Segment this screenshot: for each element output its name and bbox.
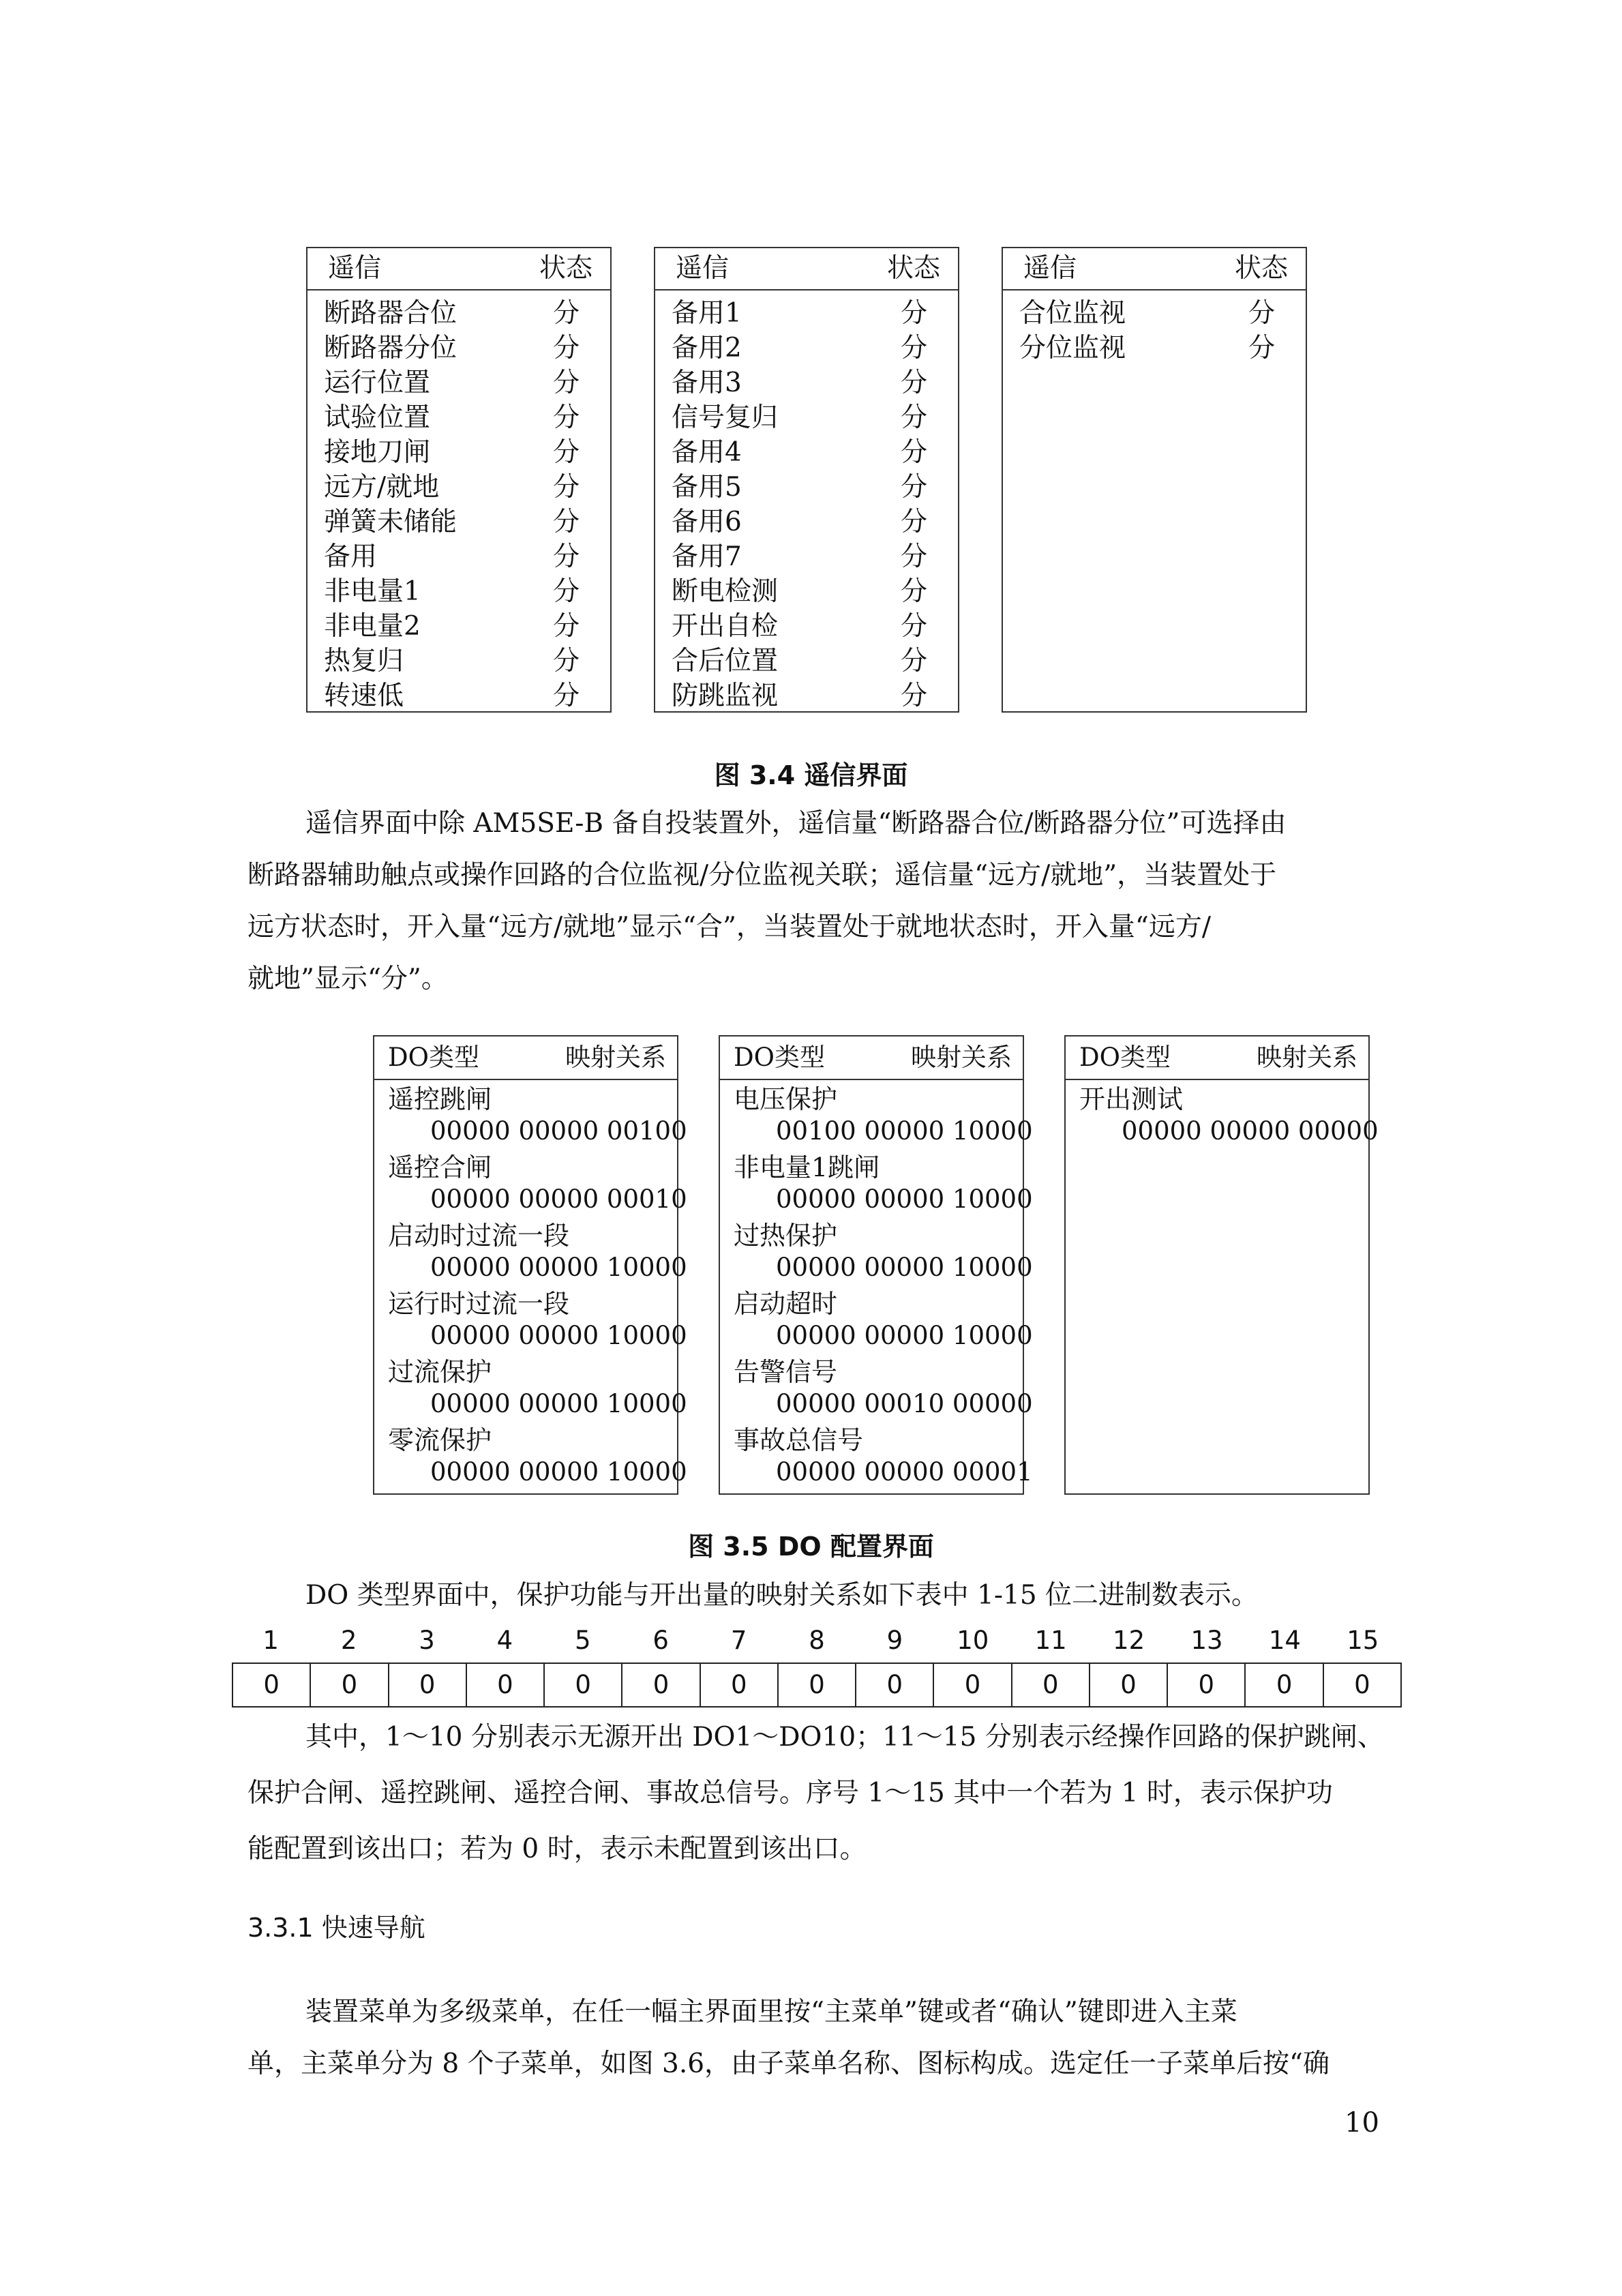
signal-name: 备用3 [672, 368, 742, 398]
status-row [307, 539, 610, 574]
status-panel-2 [654, 247, 959, 713]
do-list [374, 1080, 687, 1491]
do-mapping-code: 00000 00000 00100 [430, 1116, 687, 1146]
status-row [307, 644, 610, 679]
paragraph-line: 远方状态时，开入量“远方/就地”显示“合”，当装置处于就地状态时，开入量“远方/ [247, 912, 1211, 942]
signal-state: 分 [553, 611, 580, 642]
signal-state: 分 [553, 472, 580, 503]
status-list [655, 290, 958, 713]
signal-name: 分位监视 [1019, 333, 1126, 363]
do-mapping-code: 00000 00000 10000 [776, 1184, 1033, 1214]
status-row [1003, 296, 1306, 331]
do-item [720, 1218, 1033, 1286]
header-do-type: DO类型 [734, 1043, 825, 1072]
signal-state: 分 [901, 541, 928, 572]
signal-name: 防跳监视 [672, 681, 779, 711]
signal-state: 分 [901, 681, 928, 711]
do-item [1066, 1082, 1379, 1150]
bit-index: 1 [262, 1626, 279, 1655]
do-item [720, 1354, 1033, 1422]
paragraph-line: 断路器辅助触点或操作回路的合位监视/分位监视关联；遥信量“远方/就地”，当装置处于 [247, 860, 1277, 891]
signal-name: 备用2 [672, 333, 742, 363]
status-row [655, 366, 958, 400]
header-signal: 遥信 [1023, 253, 1077, 284]
signal-name: 信号复归 [672, 402, 779, 433]
do-item [374, 1422, 687, 1491]
status-row [307, 609, 610, 644]
do-mapping-code: 00000 00000 10000 [776, 1253, 1033, 1282]
do-mapping-code: 00000 00000 00010 [430, 1184, 687, 1214]
bit-cell: 0 [1011, 1664, 1089, 1706]
status-row [307, 505, 610, 539]
bit-index: 2 [340, 1626, 357, 1655]
bit-index: 15 [1347, 1626, 1379, 1655]
signal-state: 分 [553, 298, 580, 329]
signal-name: 合后位置 [672, 646, 779, 676]
header-signal: 遥信 [328, 253, 382, 284]
signal-state: 分 [901, 402, 928, 433]
bit-cell: 0 [1167, 1664, 1244, 1706]
do-panel-2 [719, 1035, 1033, 1495]
signal-name: 断路器合位 [324, 298, 457, 329]
do-mapping-code: 00000 00000 10000 [776, 1321, 1033, 1350]
bit-cell: 0 [1089, 1664, 1167, 1706]
bit-index: 12 [1113, 1626, 1145, 1655]
bit-index: 5 [575, 1626, 591, 1655]
signal-state: 分 [1248, 298, 1276, 329]
status-panel-3 [1002, 247, 1307, 713]
paragraph-line: 能配置到该出口；若为 0 时，表示未配置到该出口。 [247, 1834, 867, 1864]
do-mapping-code: 00100 00000 10000 [776, 1116, 1033, 1146]
do-item [374, 1082, 687, 1150]
signal-state: 分 [553, 576, 580, 607]
signal-state: 分 [901, 507, 928, 537]
signal-state: 分 [553, 681, 580, 711]
do-panel-3 [1064, 1035, 1379, 1495]
do-item [374, 1218, 687, 1286]
signal-state: 分 [901, 472, 928, 503]
do-mapping-code: 00000 00000 10000 [430, 1321, 687, 1350]
paragraph-line: 单，主菜单分为 8 个子菜单，如图 3.6，由子菜单名称、图标构成。选定任一子菜单后按“确 [247, 2048, 1330, 2079]
paragraph-line: 装置菜单为多级菜单，在任一幅主界面里按“主菜单”键或者“确认”键即进入主菜 [305, 1997, 1237, 2027]
paragraph-line: 就地”显示“分”。 [247, 964, 448, 994]
signal-state: 分 [901, 298, 928, 329]
paragraph-line: 其中，1～10 分别表示无源开出 DO1～DO10；11～15 分别表示经操作回路的保护跳闸、 [305, 1722, 1384, 1753]
do-list [1066, 1080, 1379, 1150]
bit-cell: 0 [700, 1664, 777, 1706]
signal-state: 分 [901, 576, 928, 607]
status-row [307, 296, 610, 331]
do-type-name: 启动时过流一段 [388, 1221, 570, 1251]
paragraph-line: 遥信界面中除 AM5SE-B 备自投装置外，遥信量“断路器合位/断路器分位”可选择由 [305, 808, 1287, 839]
signal-name: 运行位置 [324, 368, 431, 398]
status-row [655, 505, 958, 539]
figure-caption-3-5: 图 3.5 DO 配置界面 [688, 1532, 934, 1562]
bit-cell: 0 [1323, 1664, 1400, 1706]
bit-cell: 0 [466, 1664, 543, 1706]
signal-name: 备用4 [672, 437, 742, 468]
do-list [720, 1080, 1033, 1491]
bit-index: 6 [652, 1626, 669, 1655]
do-item [374, 1354, 687, 1422]
signal-state: 分 [553, 541, 580, 572]
do-item [374, 1150, 687, 1218]
header-do-type: DO类型 [1079, 1043, 1171, 1072]
bit-cell: 0 [388, 1664, 466, 1706]
bit-index: 8 [809, 1626, 825, 1655]
status-row [307, 331, 610, 366]
status-row [1003, 331, 1306, 366]
signal-name: 断电检测 [672, 576, 779, 607]
signal-state: 分 [1248, 333, 1276, 363]
do-panel-header [1066, 1037, 1368, 1080]
signal-name: 备用5 [672, 472, 742, 503]
do-type-name: 过热保护 [734, 1221, 838, 1251]
signal-name: 开出自检 [672, 611, 779, 642]
do-mapping-code: 00000 00000 00000 [1122, 1116, 1379, 1146]
status-row [307, 400, 610, 435]
signal-state: 分 [901, 437, 928, 468]
signal-state: 分 [553, 333, 580, 363]
bit-table [232, 1663, 1402, 1708]
do-type-name: 遥控跳闸 [388, 1084, 492, 1114]
bit-index: 7 [730, 1626, 747, 1655]
header-state: 状态 [1234, 253, 1288, 284]
status-row [655, 296, 958, 331]
do-panel-header [374, 1037, 677, 1080]
signal-name: 热复归 [324, 646, 404, 676]
do-type-name: 遥控合闸 [388, 1152, 492, 1182]
signal-state: 分 [901, 333, 928, 363]
header-state: 状态 [539, 253, 592, 284]
status-row [307, 366, 610, 400]
signal-name: 转速低 [324, 681, 404, 711]
do-item [720, 1150, 1033, 1218]
bit-index: 13 [1190, 1626, 1223, 1655]
signal-state: 分 [553, 646, 580, 676]
do-type-name: 过流保护 [388, 1357, 492, 1387]
do-type-name: 零流保护 [388, 1425, 492, 1455]
signal-state: 分 [553, 507, 580, 537]
bit-cell: 0 [543, 1664, 621, 1706]
bit-cell: 0 [310, 1664, 387, 1706]
status-row [655, 679, 958, 713]
bit-cell: 0 [621, 1664, 699, 1706]
do-mapping-code: 00000 00000 10000 [430, 1253, 687, 1282]
bit-index: 14 [1268, 1626, 1301, 1655]
bit-cell: 0 [933, 1664, 1010, 1706]
do-mapping-code: 00000 00010 00000 [776, 1389, 1033, 1418]
status-row [655, 609, 958, 644]
status-panel-1 [306, 247, 612, 713]
status-row [655, 644, 958, 679]
signal-state: 分 [901, 646, 928, 676]
status-row [307, 574, 610, 609]
signal-name: 弹簧未储能 [324, 507, 457, 537]
signal-state: 分 [553, 368, 580, 398]
signal-name: 备用7 [672, 541, 742, 572]
signal-name: 非电量1 [324, 576, 421, 607]
status-list [1003, 290, 1306, 366]
bit-index: 4 [496, 1626, 513, 1655]
header-do-type: DO类型 [388, 1043, 479, 1072]
status-panel-header [1003, 248, 1306, 290]
paragraph-line: DO 类型界面中，保护功能与开出量的映射关系如下表中 1-15 位二进制数表示。 [305, 1580, 1259, 1611]
figure-caption-3-4: 图 3.4 遥信界面 [714, 760, 908, 790]
status-row [655, 435, 958, 470]
bit-index: 9 [886, 1626, 903, 1655]
status-row [655, 574, 958, 609]
bit-index: 10 [957, 1626, 989, 1655]
signal-name: 断路器分位 [324, 333, 457, 363]
signal-state: 分 [553, 402, 580, 433]
status-row [655, 539, 958, 574]
signal-state: 分 [901, 368, 928, 398]
bit-cell: 0 [855, 1664, 933, 1706]
bit-index: 3 [419, 1626, 435, 1655]
signal-name: 备用6 [672, 507, 742, 537]
do-type-name: 启动超时 [734, 1289, 838, 1319]
signal-name: 合位监视 [1019, 298, 1126, 329]
do-panel-header [720, 1037, 1023, 1080]
header-state: 状态 [886, 253, 940, 284]
bit-cell: 0 [777, 1664, 855, 1706]
status-list [307, 290, 610, 713]
status-panel-header [307, 248, 610, 290]
signal-name: 试验位置 [324, 402, 431, 433]
section-title: 3.3.1 快速导航 [247, 1913, 425, 1943]
do-type-name: 运行时过流一段 [388, 1289, 570, 1319]
status-row [307, 470, 610, 505]
signal-name: 备用 [324, 541, 378, 572]
status-row [655, 331, 958, 366]
do-type-name: 事故总信号 [734, 1425, 864, 1455]
do-type-name: 非电量1跳闸 [734, 1152, 880, 1182]
do-mapping-code: 00000 00000 00001 [776, 1457, 1033, 1487]
do-mapping-code: 00000 00000 10000 [430, 1457, 687, 1487]
bit-cell: 0 [1244, 1664, 1322, 1706]
do-type-name: 电压保护 [734, 1084, 838, 1114]
do-mapping-code: 00000 00000 10000 [430, 1389, 687, 1418]
status-row [655, 400, 958, 435]
do-item [374, 1286, 687, 1354]
header-mapping: 映射关系 [565, 1043, 666, 1072]
status-row [307, 679, 610, 713]
status-panel-header [655, 248, 958, 290]
do-item [720, 1286, 1033, 1354]
status-row [655, 470, 958, 505]
do-type-name: 告警信号 [734, 1357, 838, 1387]
signal-name: 备用1 [672, 298, 742, 329]
do-panel-1 [373, 1035, 687, 1495]
header-mapping: 映射关系 [911, 1043, 1012, 1072]
do-item [720, 1082, 1033, 1150]
do-item [720, 1422, 1033, 1491]
signal-state: 分 [901, 611, 928, 642]
signal-state: 分 [553, 437, 580, 468]
bit-cell: 0 [263, 1670, 280, 1699]
header-signal: 遥信 [676, 253, 730, 284]
bit-index: 11 [1034, 1626, 1067, 1655]
signal-name: 非电量2 [324, 611, 421, 642]
do-type-name: 开出测试 [1079, 1084, 1184, 1114]
signal-name: 远方/就地 [324, 472, 440, 503]
status-row [307, 435, 610, 470]
paragraph-line: 保护合闸、遥控跳闸、遥控合闸、事故总信号。序号 1～15 其中一个若为 1 时，表示保护功 [247, 1778, 1333, 1808]
signal-name: 接地刀闸 [324, 437, 431, 468]
page-number: 10 [1345, 2107, 1379, 2138]
header-mapping: 映射关系 [1257, 1043, 1357, 1072]
